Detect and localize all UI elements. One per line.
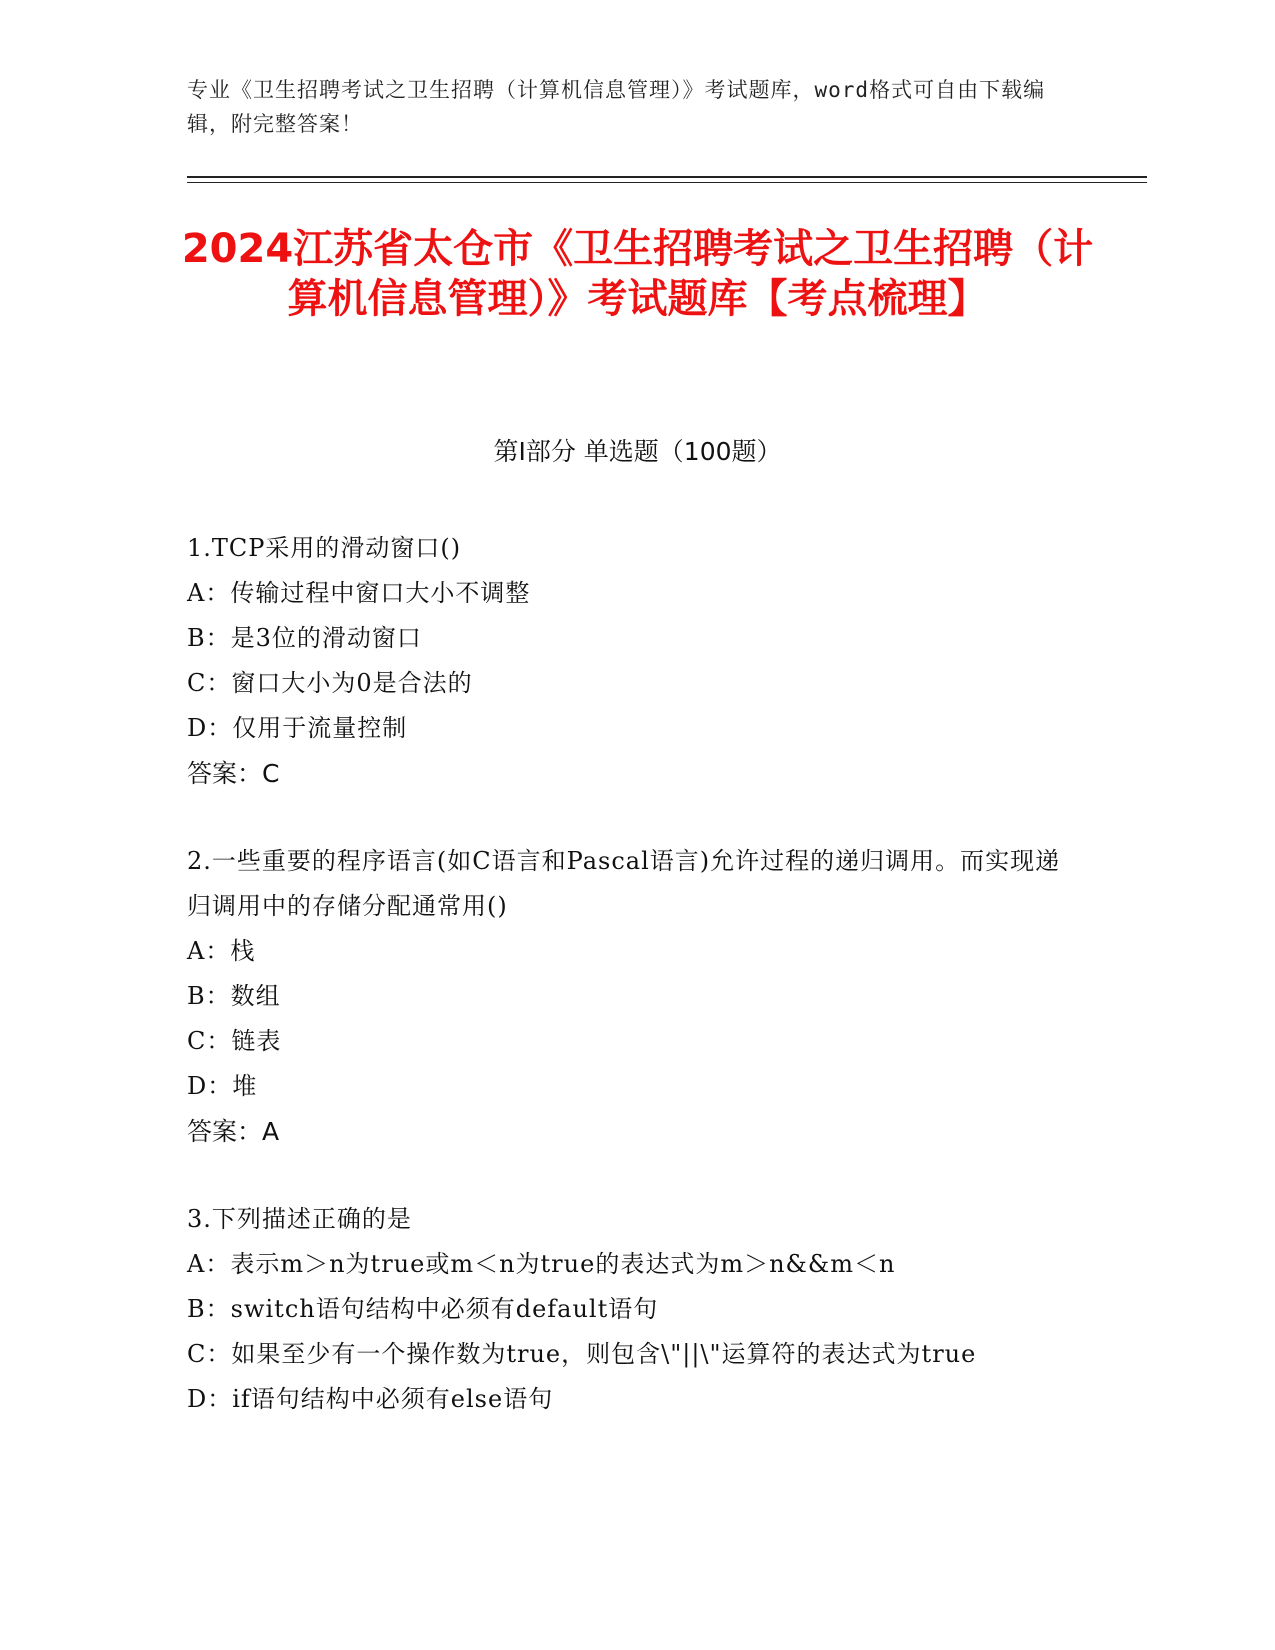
option-d: D：仅用于流量控制 [187,714,408,742]
document-title: 2024江苏省太仓市《卫生招聘考试之卫生招聘（计算机信息管理）》考试题库【考点梳理】 [181,226,1094,322]
option-a: A：传输过程中窗口大小不调整 [187,579,531,607]
option-c: C：窗口大小为0是合法的 [187,669,473,697]
option-c: C：链表 [187,1027,282,1055]
option-a: A：栈 [187,937,256,965]
answer-label: 答案：A [187,1117,280,1146]
option-a: A：表示m＞n为true或m＜n为true的表达式为m＞n&&m＜n [187,1250,896,1278]
option-c: C：如果至少有一个操作数为true，则包含\"||\"运算符的表达式为true [187,1340,977,1368]
option-b: B：是3位的滑动窗口 [187,624,422,652]
question-list [187,526,1067,1465]
section-heading: 第I部分 单选题（100题） [493,437,782,466]
option-b: B：数组 [187,982,281,1010]
question-stem: 1.TCP采用的滑动窗口() [187,534,462,562]
answer-label: 答案：C [187,759,280,788]
question-1 [187,526,1067,796]
question-stem: 3.下列描述正确的是 [187,1205,412,1233]
question-2 [187,839,1067,1154]
question-3 [187,1197,1067,1422]
header-divider-thick [187,176,1147,178]
option-d: D：堆 [187,1072,258,1100]
header-note: 专业《卫生招聘考试之卫生招聘（计算机信息管理）》考试题库，word格式可自由下载编辑，附完整答案！ [187,78,1046,136]
option-b: B：switch语句结构中必须有default语句 [187,1295,659,1323]
option-d: D：if语句结构中必须有else语句 [187,1385,554,1413]
header-divider-thin [187,182,1147,183]
question-stem: 2.一些重要的程序语言(如C语言和Pascal语言)允许过程的递归调用。而实现递归调用中的存储分配通常用() [187,847,1061,920]
